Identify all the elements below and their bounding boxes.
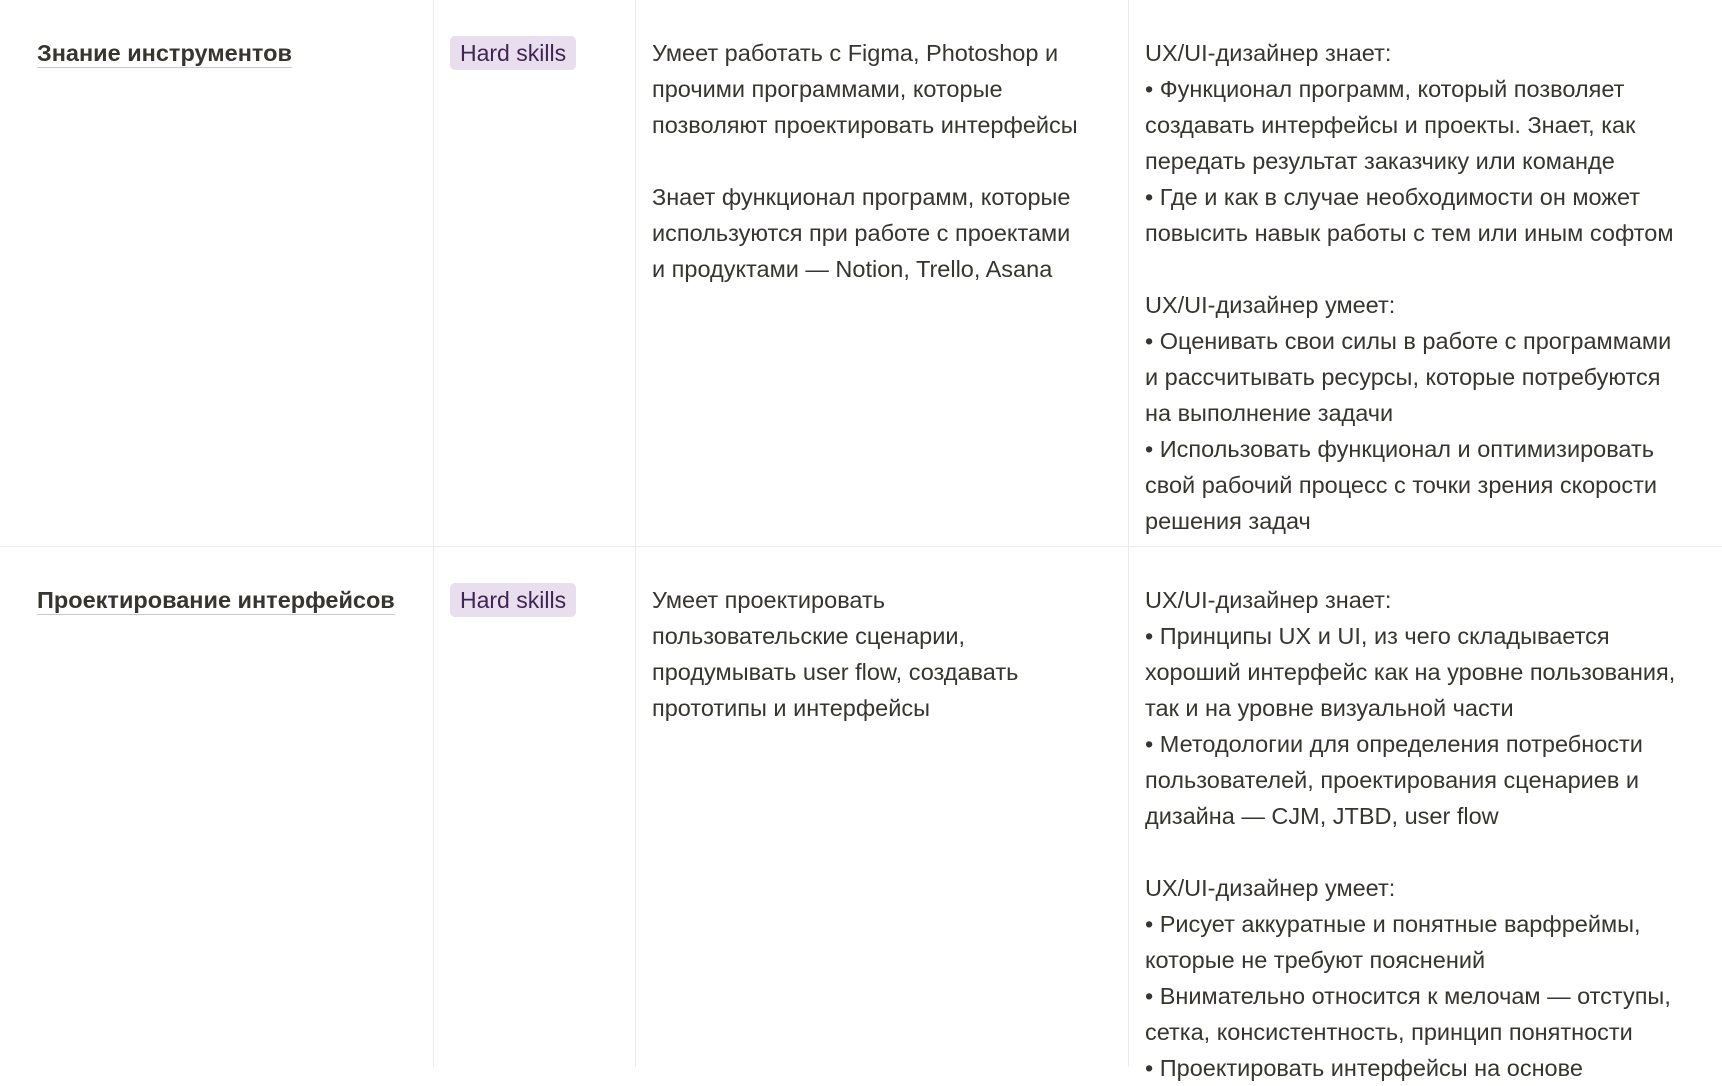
- details-line: • Внимательно относится к мелочам — отступы,: [1145, 983, 1671, 1009]
- tag-cell[interactable]: [434, 0, 636, 546]
- details-line: так и на уровне визуальной части: [1145, 695, 1514, 721]
- details-line: • Где и как в случае необходимости он может: [1145, 184, 1641, 210]
- details-line: пользователей, проектирования сценариев и: [1145, 767, 1639, 793]
- can-heading: UX/UI-дизайнер умеет:: [1145, 875, 1396, 901]
- details-line: дизайна — CJM, JTBD, user flow: [1145, 803, 1499, 829]
- knows-heading: UX/UI-дизайнер знает:: [1145, 40, 1392, 66]
- details-line: • Использовать функционал и оптимизировать: [1145, 436, 1654, 462]
- details-line: • Оценивать свои силы в работе с программами: [1145, 328, 1672, 354]
- details-line: • Проектировать интерфейсы на основе: [1145, 1055, 1583, 1081]
- details-line: создавать интерфейсы и проекты. Знает, как: [1145, 112, 1636, 138]
- description-paragraph: Знает функционал программ, которые используются при работе с проектами и продуктами — Notion, Trello, Asana: [652, 184, 1071, 282]
- details-cell[interactable]: [1129, 0, 1722, 546]
- details-line: на выполнение задачи: [1145, 400, 1394, 426]
- spacer: [1145, 251, 1722, 287]
- details-line: • Рисует аккуратные и понятные варфреймы,: [1145, 911, 1641, 937]
- details-line: которые не требуют пояснений: [1145, 947, 1486, 973]
- can-heading: UX/UI-дизайнер умеет:: [1145, 292, 1396, 318]
- details-line: повысить навык работы с тем или иным софтом: [1145, 220, 1674, 246]
- name-cell[interactable]: [0, 547, 434, 1067]
- row-title-link[interactable]: Проектирование интерфейсов: [37, 587, 395, 613]
- description-paragraph: Умеет работать с Figma, Photoshop и прочими программами, которые позволяют проектировать интерфейсы: [652, 40, 1078, 138]
- row-title-link[interactable]: Знание инструментов: [37, 40, 292, 66]
- details-line: решения задач: [1145, 508, 1311, 534]
- skill-tag: Hard skills: [450, 36, 576, 70]
- spacer: [1145, 834, 1722, 870]
- details-line: и рассчитывать ресурсы, которые потребуются: [1145, 364, 1661, 390]
- details-line: • Функционал программ, который позволяет: [1145, 76, 1625, 102]
- details-cell[interactable]: [1129, 547, 1722, 1081]
- description-cell[interactable]: [636, 0, 1129, 546]
- details-line: передать результат заказчику или команде: [1145, 148, 1615, 174]
- details-line: • Принципы UX и UI, из чего складывается: [1145, 623, 1610, 649]
- details-line: свой рабочий процесс с точки зрения скорости: [1145, 472, 1657, 498]
- tag-cell[interactable]: [434, 547, 636, 1067]
- skill-tag: Hard skills: [450, 583, 576, 617]
- knows-heading: UX/UI-дизайнер знает:: [1145, 587, 1392, 613]
- description-paragraph: Умеет проектировать пользовательские сценарии, продумывать user flow, создавать прототипы и интерфейсы: [652, 587, 1019, 721]
- description-cell[interactable]: [636, 547, 1129, 1067]
- table-row: [0, 547, 1722, 1081]
- details-line: • Методологии для определения потребности: [1145, 731, 1643, 757]
- name-cell[interactable]: [0, 0, 434, 546]
- details-line: сетка, консистентность, принцип понятности: [1145, 1019, 1633, 1045]
- details-line: хороший интерфейс как на уровне пользования,: [1145, 659, 1676, 685]
